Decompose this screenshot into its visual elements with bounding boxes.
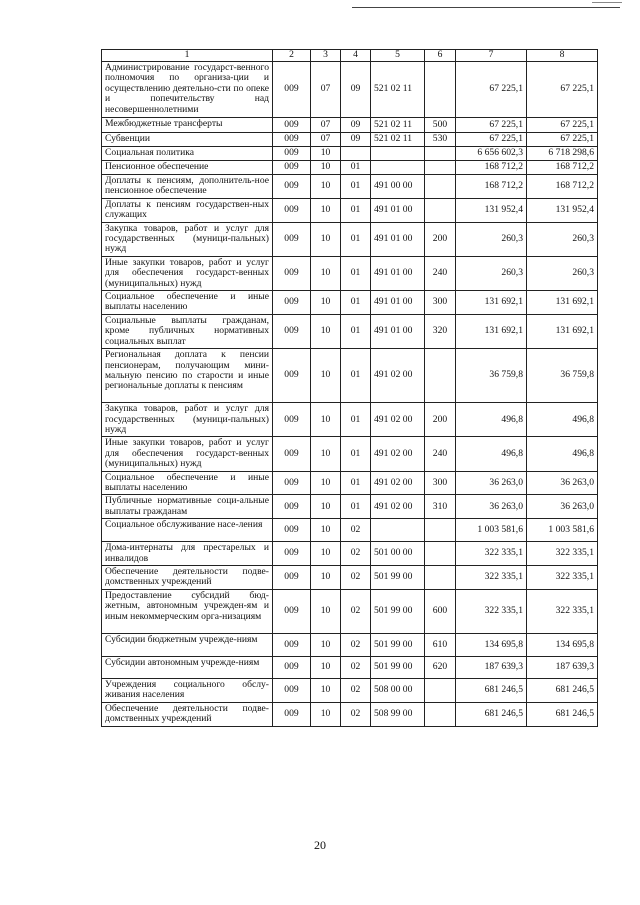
cell-section: 10 (311, 349, 341, 403)
cell-subsection: 02 (341, 702, 371, 726)
cell-expense-type (425, 62, 456, 118)
table-row (102, 198, 598, 222)
cell-section: 10 (311, 256, 341, 290)
cell-name: Региональная доплата к пенсии пенсионерам, получающим мини-мальную пенсию по старости и иные региональные доплаты к пенсиям (102, 349, 273, 403)
cell-amount-2015: 496,8 (527, 403, 598, 437)
cell-subsection: 01 (341, 403, 371, 437)
cell-section: 10 (311, 161, 341, 175)
cell-name: Закупка товаров, работ и услуг для государственных (муници-пальных) нужд (102, 222, 273, 256)
cell-amount-2014: 36 263,0 (456, 471, 527, 495)
cell-expense-type: 500 (425, 118, 456, 133)
cell-subsection: 02 (341, 542, 371, 566)
table-row (102, 542, 598, 566)
table-row (102, 222, 598, 256)
cell-target-article: 491 02 00 (371, 403, 425, 437)
cell-target-article: 491 01 00 (371, 314, 425, 348)
cell-gu: 009 (273, 495, 311, 519)
cell-amount-2015: 131 692,1 (527, 291, 598, 315)
cell-gu: 009 (273, 633, 311, 656)
cell-amount-2014: 6 656 602,3 (456, 147, 527, 161)
cell-section: 10 (311, 291, 341, 315)
cell-amount-2015: 131 692,1 (527, 314, 598, 348)
cell-name: Межбюджетные трансферты (102, 118, 273, 133)
cell-gu: 009 (273, 256, 311, 290)
cell-amount-2015: 36 263,0 (527, 495, 598, 519)
cell-name: Субсидии автономным учрежде-ниям (102, 656, 273, 678)
cell-section: 10 (311, 542, 341, 566)
cell-amount-2014: 131 952,4 (456, 198, 527, 222)
cell-name: Иные закупки товаров, работ и услуг для обеспечения государст-венных (муниципальных) нужд (102, 256, 273, 290)
cell-amount-2014: 36 263,0 (456, 495, 527, 519)
cell-subsection: 01 (341, 222, 371, 256)
cell-target-article: 491 01 00 (371, 222, 425, 256)
table-row (102, 519, 598, 542)
cell-expense-type (425, 349, 456, 403)
table-row (102, 62, 598, 118)
cell-gu: 009 (273, 62, 311, 118)
page-number: 20 (314, 838, 326, 852)
table-row (102, 175, 598, 199)
header-col-7: 7 (456, 50, 527, 62)
cell-target-article: 501 99 00 (371, 565, 425, 589)
cell-amount-2015: 260,3 (527, 222, 598, 256)
cell-amount-2015: 67 225,1 (527, 133, 598, 147)
header-col-3: 3 (311, 50, 341, 62)
cell-amount-2015: 496,8 (527, 437, 598, 471)
header-col-8: 8 (527, 50, 598, 62)
cell-amount-2014: 67 225,1 (456, 62, 527, 118)
cell-target-article: 491 02 00 (371, 495, 425, 519)
cell-subsection: 02 (341, 565, 371, 589)
cell-section: 10 (311, 678, 341, 702)
cell-expense-type: 620 (425, 656, 456, 678)
top-rule-short (592, 2, 622, 3)
cell-target-article (371, 519, 425, 542)
cell-amount-2015: 67 225,1 (527, 62, 598, 118)
table-row (102, 291, 598, 315)
cell-name: Социальная политика (102, 147, 273, 161)
cell-amount-2015: 36 759,8 (527, 349, 598, 403)
cell-amount-2014: 187 639,3 (456, 656, 527, 678)
cell-subsection: 01 (341, 437, 371, 471)
cell-expense-type: 300 (425, 471, 456, 495)
cell-name: Социальное обеспечение и иные выплаты населению (102, 291, 273, 315)
cell-target-article (371, 147, 425, 161)
cell-amount-2015: 6 718 298,6 (527, 147, 598, 161)
cell-target-article: 491 01 00 (371, 198, 425, 222)
cell-amount-2015: 168 712,2 (527, 175, 598, 199)
cell-amount-2014: 260,3 (456, 256, 527, 290)
cell-gu: 009 (273, 542, 311, 566)
cell-amount-2014: 168 712,2 (456, 175, 527, 199)
cell-target-article: 491 01 00 (371, 256, 425, 290)
header-col-6: 6 (425, 50, 456, 62)
cell-name: Публичные нормативные соци-альные выплаты гражданам (102, 495, 273, 519)
cell-gu: 009 (273, 161, 311, 175)
cell-amount-2015: 168 712,2 (527, 161, 598, 175)
cell-target-article: 501 99 00 (371, 633, 425, 656)
cell-section: 10 (311, 222, 341, 256)
cell-expense-type: 240 (425, 437, 456, 471)
cell-gu: 009 (273, 198, 311, 222)
cell-target-article (371, 161, 425, 175)
cell-gu: 009 (273, 291, 311, 315)
cell-section: 07 (311, 133, 341, 147)
cell-subsection (341, 147, 371, 161)
cell-amount-2015: 36 263,0 (527, 471, 598, 495)
cell-amount-2015: 1 003 581,6 (527, 519, 598, 542)
cell-target-article: 491 00 00 (371, 175, 425, 199)
cell-name: Закупка товаров, работ и услуг для государственных (муници-пальных) нужд (102, 403, 273, 437)
cell-name: Обеспечение деятельности подве-домственных учреждений (102, 702, 273, 726)
cell-section: 10 (311, 403, 341, 437)
cell-amount-2014: 322 335,1 (456, 565, 527, 589)
cell-expense-type: 530 (425, 133, 456, 147)
cell-section: 10 (311, 656, 341, 678)
cell-section: 10 (311, 175, 341, 199)
cell-amount-2015: 260,3 (527, 256, 598, 290)
table-row (102, 349, 598, 403)
table-body (102, 50, 598, 727)
cell-amount-2014: 134 695,8 (456, 633, 527, 656)
header-col-4: 4 (341, 50, 371, 62)
cell-amount-2015: 187 639,3 (527, 656, 598, 678)
cell-gu: 009 (273, 702, 311, 726)
cell-subsection: 02 (341, 633, 371, 656)
cell-name: Дома-интернаты для престарелых и инвалидов (102, 542, 273, 566)
cell-target-article: 521 02 11 (371, 133, 425, 147)
cell-target-article: 508 00 00 (371, 678, 425, 702)
cell-subsection: 01 (341, 161, 371, 175)
cell-amount-2014: 681 246,5 (456, 702, 527, 726)
table-row (102, 147, 598, 161)
cell-target-article: 491 02 00 (371, 471, 425, 495)
cell-subsection: 01 (341, 175, 371, 199)
table-row (102, 656, 598, 678)
cell-expense-type (425, 542, 456, 566)
cell-name: Обеспечение деятельности подве-домственных учреждений (102, 565, 273, 589)
table-row (102, 678, 598, 702)
cell-amount-2014: 496,8 (456, 437, 527, 471)
cell-amount-2015: 134 695,8 (527, 633, 598, 656)
cell-amount-2015: 67 225,1 (527, 118, 598, 133)
cell-amount-2014: 131 692,1 (456, 314, 527, 348)
cell-amount-2014: 168 712,2 (456, 161, 527, 175)
cell-subsection: 02 (341, 656, 371, 678)
cell-name: Администрирование государст-венного полномочия по организа-ции и осуществлению деятельно-сти по опеке и попечительству над несовершеннолетними (102, 62, 273, 118)
cell-subsection: 09 (341, 133, 371, 147)
cell-expense-type: 300 (425, 291, 456, 315)
cell-gu: 009 (273, 222, 311, 256)
cell-subsection: 01 (341, 349, 371, 403)
cell-amount-2015: 131 952,4 (527, 198, 598, 222)
table-row (102, 161, 598, 175)
cell-subsection: 01 (341, 198, 371, 222)
table-row (102, 565, 598, 589)
cell-expense-type (425, 147, 456, 161)
table-row (102, 471, 598, 495)
cell-subsection: 09 (341, 118, 371, 133)
cell-section: 10 (311, 147, 341, 161)
table-row (102, 256, 598, 290)
cell-expense-type (425, 519, 456, 542)
cell-section: 10 (311, 565, 341, 589)
cell-amount-2014: 260,3 (456, 222, 527, 256)
cell-name: Субсидии бюджетным учрежде-ниям (102, 633, 273, 656)
cell-amount-2015: 681 246,5 (527, 678, 598, 702)
cell-target-article: 491 02 00 (371, 437, 425, 471)
cell-section: 10 (311, 589, 341, 633)
cell-expense-type: 200 (425, 222, 456, 256)
cell-amount-2014: 496,8 (456, 403, 527, 437)
cell-gu: 009 (273, 349, 311, 403)
cell-gu: 009 (273, 519, 311, 542)
cell-gu: 009 (273, 147, 311, 161)
cell-subsection: 01 (341, 256, 371, 290)
cell-amount-2014: 67 225,1 (456, 118, 527, 133)
cell-section: 07 (311, 118, 341, 133)
cell-section: 10 (311, 198, 341, 222)
budget-table (101, 49, 598, 727)
header-col-1: 1 (102, 50, 273, 62)
cell-target-article: 501 99 00 (371, 656, 425, 678)
cell-expense-type (425, 678, 456, 702)
cell-name: Доплаты к пенсиям государствен-ных служащих (102, 198, 273, 222)
table-row (102, 403, 598, 437)
cell-expense-type (425, 161, 456, 175)
table-row (102, 437, 598, 471)
cell-gu: 009 (273, 133, 311, 147)
cell-target-article: 521 02 11 (371, 118, 425, 133)
cell-section: 10 (311, 633, 341, 656)
cell-amount-2014: 131 692,1 (456, 291, 527, 315)
table-row (102, 133, 598, 147)
cell-expense-type (425, 198, 456, 222)
table-row (102, 495, 598, 519)
cell-gu: 009 (273, 403, 311, 437)
cell-amount-2014: 322 335,1 (456, 589, 527, 633)
cell-amount-2015: 322 335,1 (527, 589, 598, 633)
cell-section: 10 (311, 495, 341, 519)
cell-expense-type: 610 (425, 633, 456, 656)
cell-section: 10 (311, 314, 341, 348)
cell-expense-type: 310 (425, 495, 456, 519)
cell-gu: 009 (273, 314, 311, 348)
cell-name: Пенсионное обеспечение (102, 161, 273, 175)
cell-section: 10 (311, 519, 341, 542)
cell-gu: 009 (273, 656, 311, 678)
cell-subsection: 09 (341, 62, 371, 118)
cell-name: Иные закупки товаров, работ и услуг для обеспечения государст-венных (муниципальных) нужд (102, 437, 273, 471)
top-rule (352, 7, 620, 8)
cell-name: Социальные выплаты гражданам, кроме публичных нормативных социальных выплат (102, 314, 273, 348)
cell-target-article: 501 99 00 (371, 589, 425, 633)
cell-expense-type (425, 702, 456, 726)
cell-subsection: 02 (341, 678, 371, 702)
cell-subsection: 01 (341, 495, 371, 519)
cell-name: Субвенции (102, 133, 273, 147)
cell-subsection: 01 (341, 291, 371, 315)
cell-expense-type (425, 565, 456, 589)
cell-amount-2014: 36 759,8 (456, 349, 527, 403)
cell-section: 07 (311, 62, 341, 118)
table-row (102, 633, 598, 656)
cell-gu: 009 (273, 175, 311, 199)
table-row (102, 589, 598, 633)
cell-subsection: 02 (341, 519, 371, 542)
cell-subsection: 01 (341, 314, 371, 348)
cell-gu: 009 (273, 118, 311, 133)
cell-amount-2015: 322 335,1 (527, 565, 598, 589)
cell-target-article: 501 00 00 (371, 542, 425, 566)
cell-section: 10 (311, 471, 341, 495)
cell-gu: 009 (273, 565, 311, 589)
cell-amount-2014: 681 246,5 (456, 678, 527, 702)
cell-expense-type (425, 175, 456, 199)
table-row (102, 118, 598, 133)
cell-gu: 009 (273, 589, 311, 633)
cell-amount-2014: 1 003 581,6 (456, 519, 527, 542)
cell-section: 10 (311, 702, 341, 726)
cell-amount-2015: 322 335,1 (527, 542, 598, 566)
cell-section: 10 (311, 437, 341, 471)
cell-gu: 009 (273, 471, 311, 495)
cell-name: Учреждения социального обслу-живания населения (102, 678, 273, 702)
cell-expense-type: 600 (425, 589, 456, 633)
table-row (102, 314, 598, 348)
cell-amount-2014: 322 335,1 (456, 542, 527, 566)
cell-target-article: 491 02 00 (371, 349, 425, 403)
cell-target-article: 491 01 00 (371, 291, 425, 315)
cell-amount-2014: 67 225,1 (456, 133, 527, 147)
cell-expense-type: 320 (425, 314, 456, 348)
cell-name: Предоставление субсидий бюд-жетным, автономным учрежден-ям и иным некоммерческим орга-низациям (102, 589, 273, 633)
cell-gu: 009 (273, 678, 311, 702)
cell-expense-type: 240 (425, 256, 456, 290)
cell-name: Социальное обеспечение и иные выплаты населению (102, 471, 273, 495)
cell-expense-type: 200 (425, 403, 456, 437)
cell-gu: 009 (273, 437, 311, 471)
header-col-5: 5 (371, 50, 425, 62)
cell-amount-2015: 681 246,5 (527, 702, 598, 726)
cell-name: Доплаты к пенсиям, дополнитель-ное пенсионное обеспечение (102, 175, 273, 199)
cell-target-article: 521 02 11 (371, 62, 425, 118)
cell-subsection: 02 (341, 589, 371, 633)
table-row (102, 702, 598, 726)
cell-target-article: 508 99 00 (371, 702, 425, 726)
cell-name: Социальное обслуживание насе-ления (102, 519, 273, 542)
cell-subsection: 01 (341, 471, 371, 495)
header-col-2: 2 (273, 50, 311, 62)
table-header-row (102, 50, 598, 62)
